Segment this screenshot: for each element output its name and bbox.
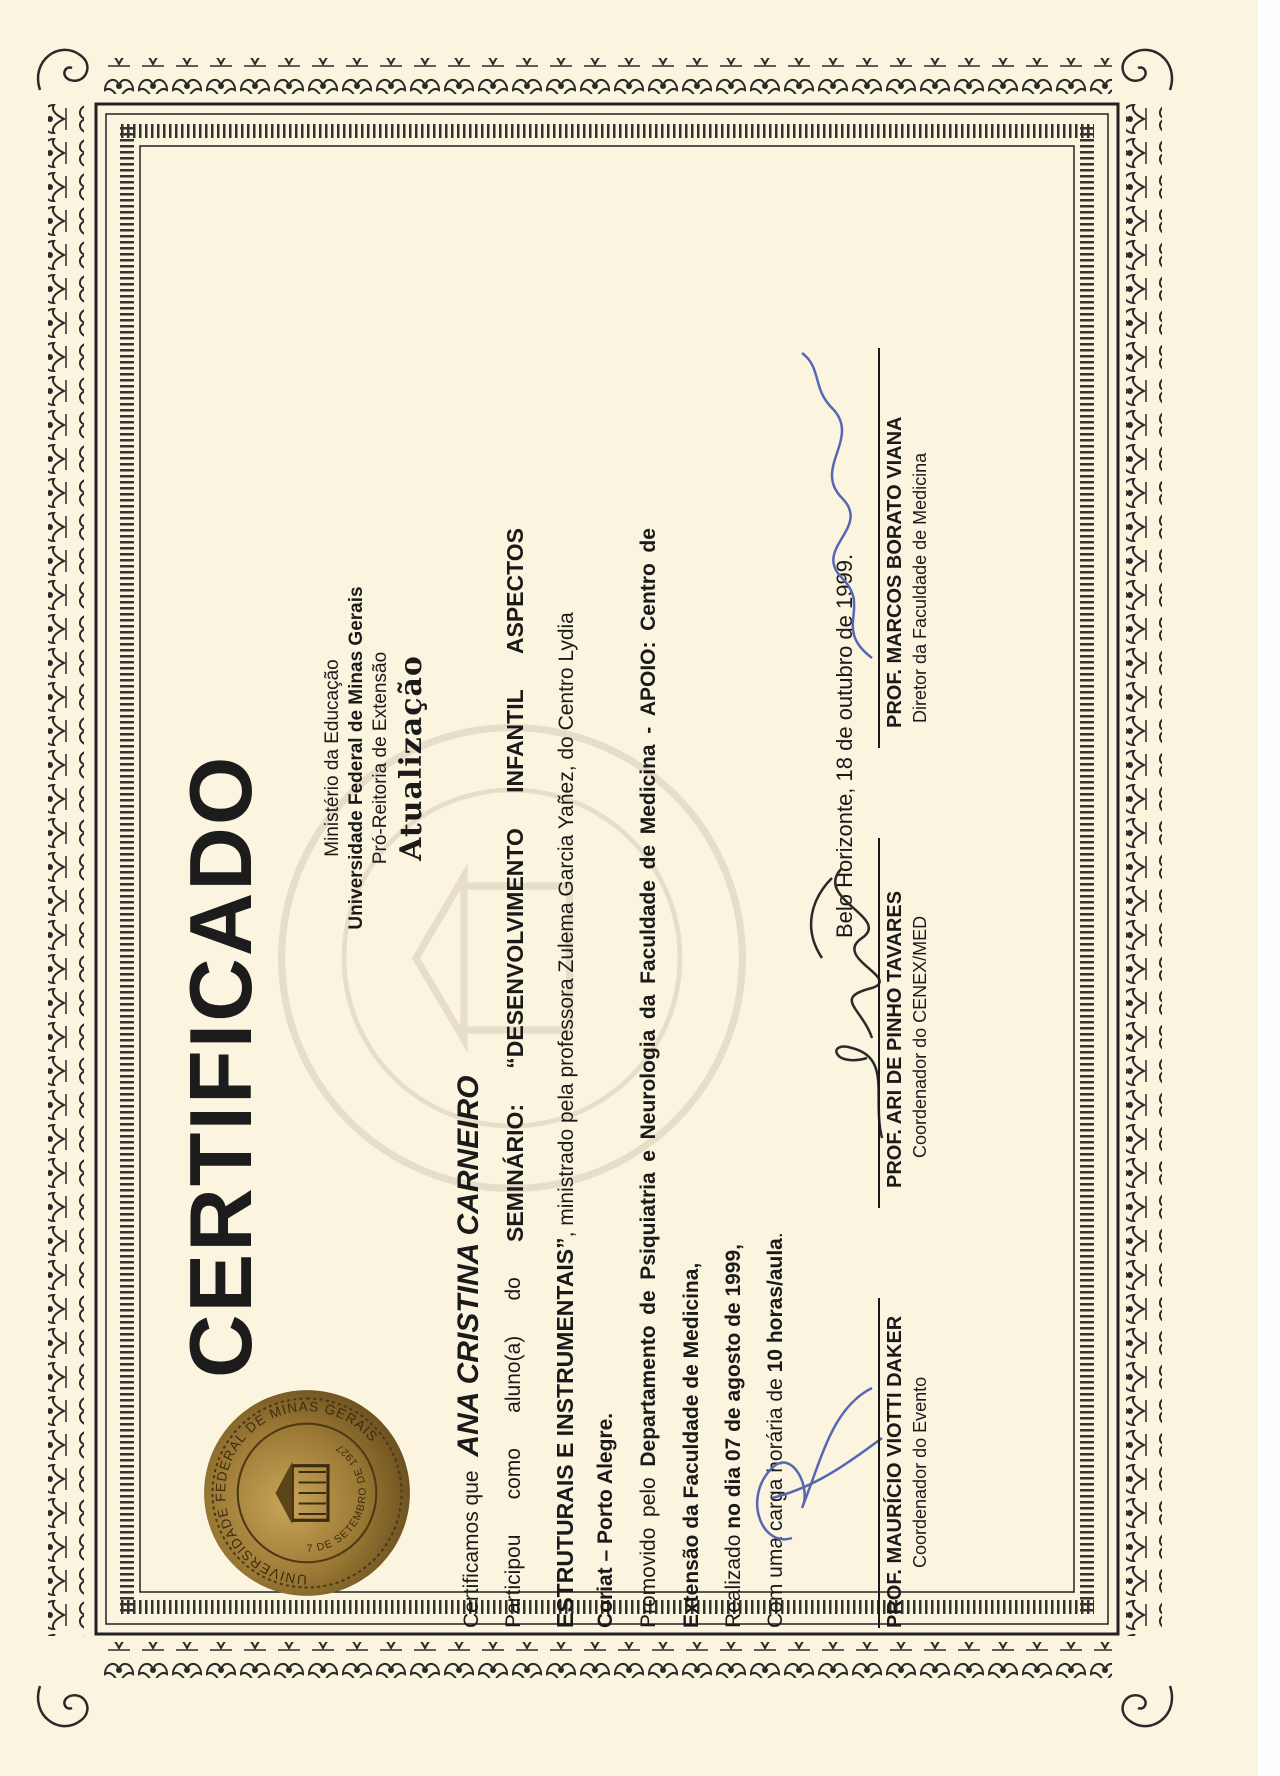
held-label: Realizado (722, 1534, 745, 1628)
signature-1 (732, 1378, 892, 1558)
word: e (637, 1150, 660, 1162)
word: aluno(a) (502, 1335, 525, 1413)
workload-label: Com uma carga horária de (764, 1372, 787, 1628)
seal-outer-text: UNIVERSIDADE FEDERAL DE MINAS GERAIS (212, 1398, 382, 1588)
recipient-name: ANA CRISTINA CARNEIRO (452, 1075, 485, 1457)
body-line-1 (452, 1075, 486, 1628)
word: APOIO: (637, 641, 660, 717)
seminar-title-end: ESTRUTURAIS E INSTRUMENTAIS” (552, 1237, 578, 1628)
ministry-label: Ministério da Educação (322, 659, 343, 857)
word: Medicina (637, 744, 660, 835)
scan-margin (1258, 0, 1280, 1776)
word: como (502, 1448, 525, 1500)
word: Participou (502, 1534, 525, 1628)
word: pelo (637, 1477, 660, 1517)
signatory-role-2: Coordenador do CENEX/MED (910, 915, 930, 1158)
word: da (637, 994, 660, 1020)
word: Psiquiatria (637, 1172, 660, 1280)
word: SEMINÁRIO: (502, 1103, 528, 1242)
event-date: no dia 07 de agosto de 1999, (722, 1243, 745, 1535)
word: do (502, 1277, 525, 1301)
signature-3 (772, 348, 892, 668)
certify-text: Certificamos que (460, 1470, 483, 1628)
word: - (637, 726, 660, 734)
word: Faculdade (637, 880, 660, 984)
body-line-2 (502, 528, 529, 1628)
signature-line-2 (878, 838, 880, 1208)
word: de (637, 1290, 660, 1315)
word: Departamento (637, 1325, 660, 1467)
word: Neurologia (637, 1029, 660, 1140)
body-line-5 (637, 528, 661, 1628)
workload-period: . (764, 1232, 787, 1239)
university-seal (202, 1388, 412, 1598)
word: de (637, 528, 660, 553)
word: de (637, 844, 660, 870)
place-and-date: Belo Horizonte, 18 de outubro de 1999. (832, 553, 857, 938)
word: Centro (637, 563, 660, 631)
workload-hours: 10 horas/aula (764, 1238, 787, 1373)
body-line-3 (552, 612, 579, 1628)
program-label: Atualização (394, 655, 429, 861)
signatory-role-1: Coordenador do Evento (910, 1376, 930, 1568)
word: ASPECTOS (502, 528, 528, 655)
signature-line-1 (878, 1298, 880, 1628)
instructor-text: , ministrado pela professora Zulema Garcia Yañez, do Centro Lydia (555, 612, 578, 1238)
body-line-4: Coriat – Porto Alegre. (594, 1412, 617, 1628)
signatory-role-3: Diretor da Faculdade de Medicina (910, 452, 930, 723)
signatory-name-2: PROF. ARI DE PINHO TAVARES (884, 890, 906, 1188)
pro-rectory-label: Pró-Reitoria de Extensão (370, 651, 391, 865)
certificate-content (132, 148, 1092, 1628)
body-line-6: Extensão da Faculdade de Medicina, (680, 1262, 703, 1628)
seal-inner-text: 7 DE SETEMBRO DE 1927 (306, 1440, 369, 1555)
signature-line-3 (878, 348, 880, 748)
signatory-name-3: PROF. MARCOS BORATO VIANA (884, 416, 906, 728)
word: “DESENVOLVIMENTO (502, 828, 528, 1069)
signatory-name-1: PROF. MAURÍCIO VIOTTI DAKER (884, 1315, 906, 1628)
word: INFANTIL (502, 689, 528, 793)
word: Promovido (637, 1527, 660, 1628)
certificate-title: CERTIFICADO (171, 754, 270, 1378)
university-label: Universidade Federal de Minas Gerais (346, 586, 367, 930)
